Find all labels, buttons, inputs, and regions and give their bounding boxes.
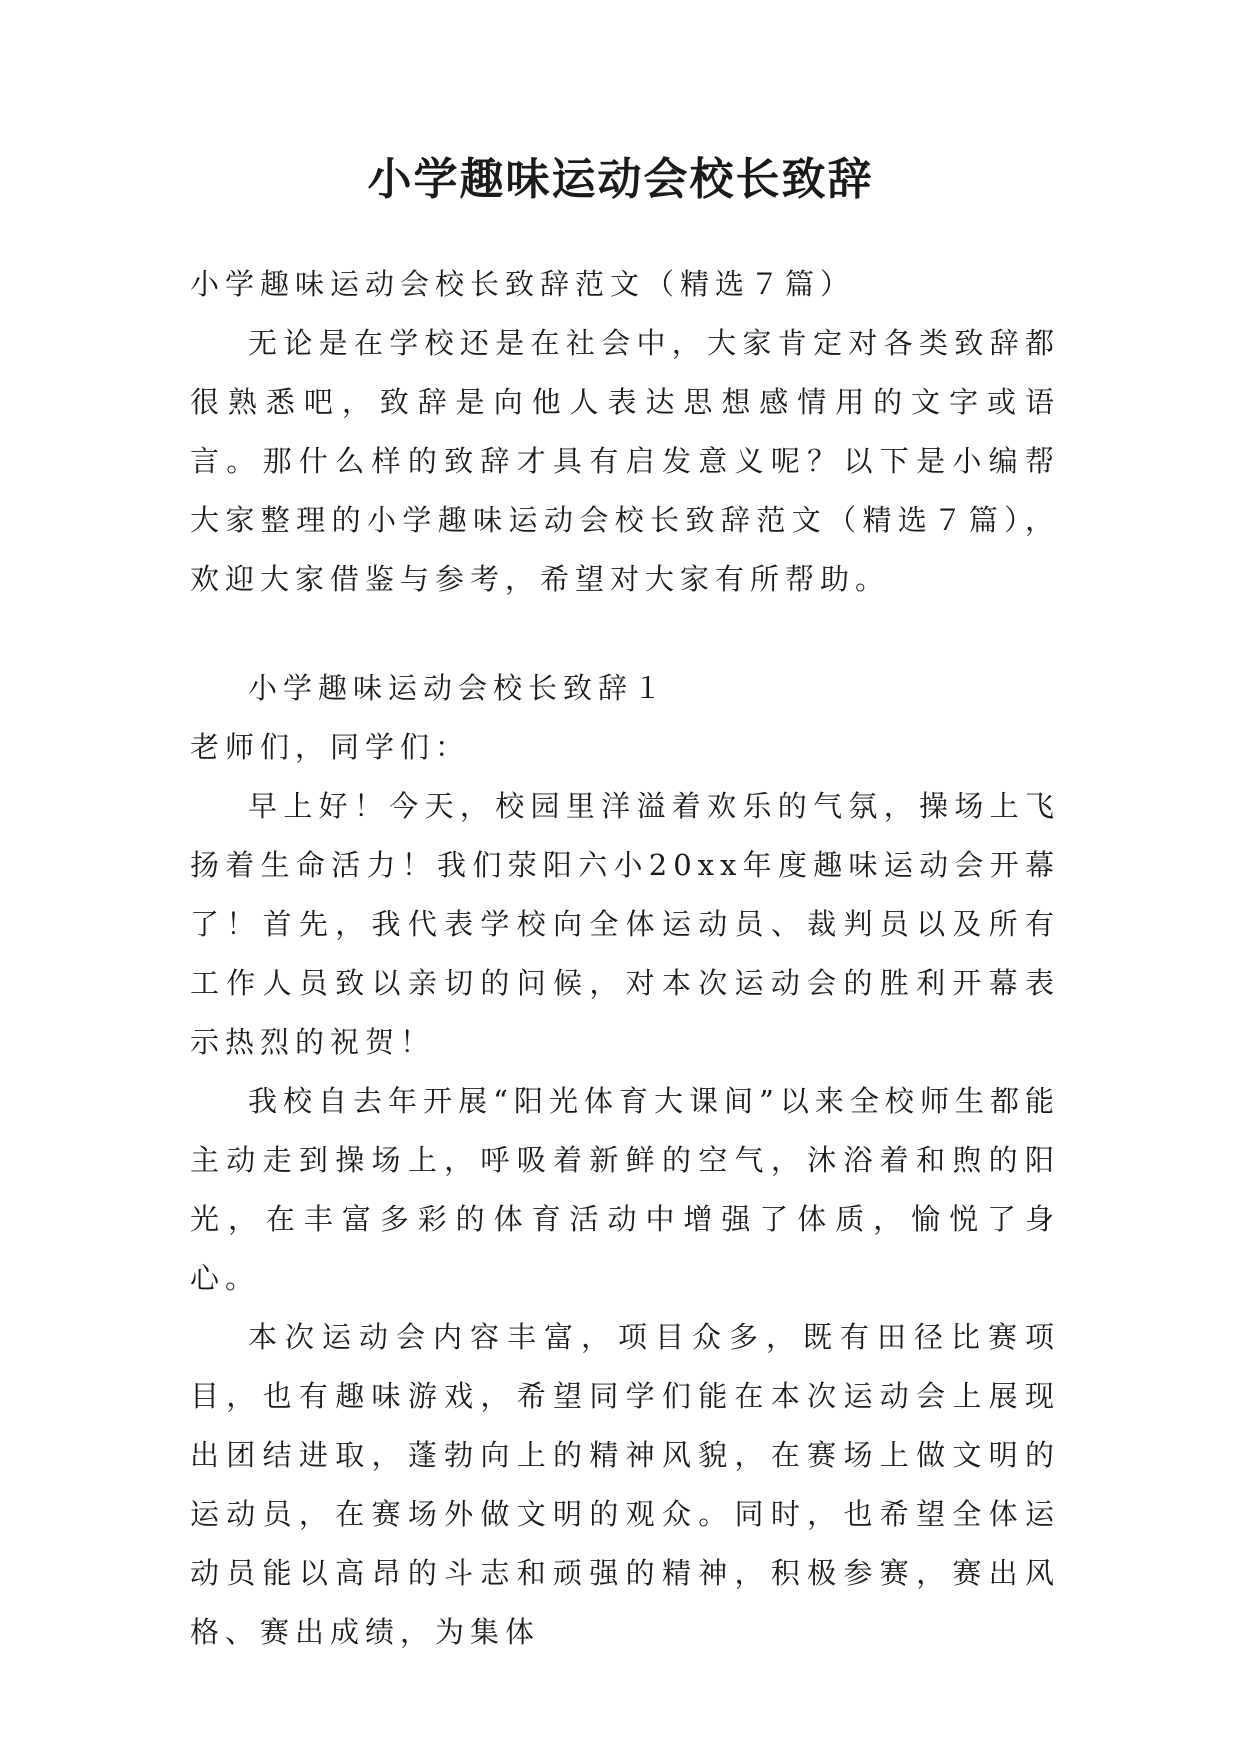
intro-paragraph: 无论是在学校还是在社会中，大家肯定对各类致辞都很熟悉吧，致辞是向他人表达思想感情用的文字或语言。那什么样的致辞才具有启发意义呢？以下是小编帮大家整理的小学趣味运动会校长致辞范文（精选７篇），欢迎大家借鉴与参考，希望对大家有所帮助。 (190, 326, 1060, 596)
document-subtitle: 小学趣味运动会校长致辞范文（精选７篇） (190, 267, 856, 301)
body-paragraph: 早上好！今天，校园里洋溢着欢乐的气氛，操场上飞扬着生命活力！我们荥阳六小20xx年度趣味运动会开幕了！首先，我代表学校向全体运动员、裁判员以及所有工作人员致以亲切的问候，对本次运动会的胜利开幕表示热烈的祝贺！ (190, 789, 1060, 1059)
body-paragraph: 本次运动会内容丰富，项目众多，既有田径比赛项目，也有趣味游戏，希望同学们能在本次运动会上展现出团结进取，蓬勃向上的精神风貌，在赛场上做文明的运动员，在赛场外做文明的观众。同时，也希望全体运动员能以高昂的斗志和顽强的精神，积极参赛，赛出风格、赛出成绩，为集体 (190, 1320, 1060, 1649)
document-body (190, 255, 1060, 1662)
section-heading: 小学趣味运动会校长致辞１ (248, 671, 669, 705)
document-title: 小学趣味运动会校长致辞 (367, 154, 874, 205)
salutation: 老师们，同学们： (190, 730, 471, 764)
body-paragraph: 我校自去年开展“阳光体育大课间”以来全校师生都能主动走到操场上，呼吸着新鲜的空气，沐浴着和煦的阳光，在丰富多彩的体育活动中增强了体质，愉悦了身心。 (190, 1084, 1060, 1295)
section-spacer (190, 609, 1060, 659)
